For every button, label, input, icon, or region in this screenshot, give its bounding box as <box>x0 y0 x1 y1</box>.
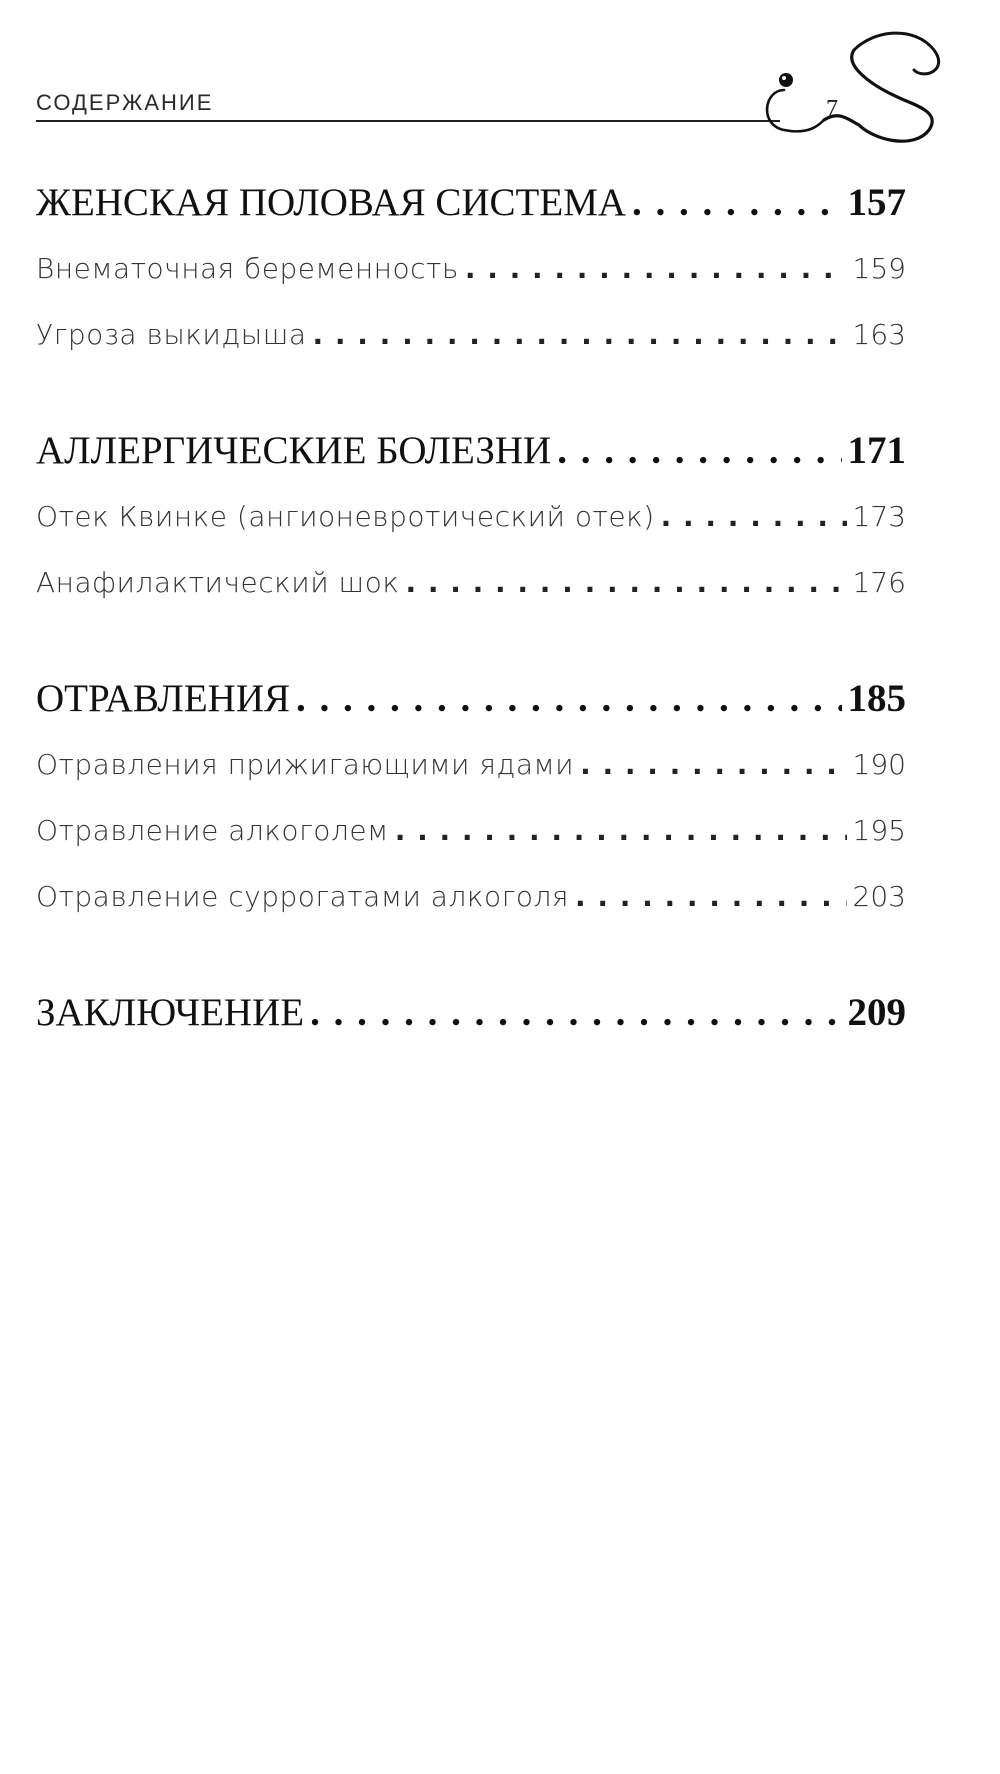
entry-page: 173 <box>852 500 906 533</box>
section-title: ОТРАВЛЕНИЯ <box>36 677 290 720</box>
dot-leader <box>632 180 841 225</box>
section-page: 171 <box>847 429 906 472</box>
entry-page: 163 <box>852 318 906 351</box>
toc-entry[interactable] <box>36 566 906 632</box>
toc-section[interactable] <box>36 428 906 488</box>
toc-entry[interactable] <box>36 252 906 318</box>
dot-leader <box>580 748 846 781</box>
toc-section[interactable] <box>36 180 906 240</box>
entry-title: Отравление суррогатами алкоголя <box>36 880 569 913</box>
toc-section[interactable] <box>36 990 906 1050</box>
toc-group <box>36 990 906 1050</box>
entry-title: Угроза выкидыша <box>36 318 307 351</box>
entry-title: Отек Квинке (ангионевротический отек) <box>36 500 655 533</box>
running-head-title: СОДЕРЖАНИЕ <box>36 90 214 115</box>
toc-group <box>36 428 906 632</box>
page-number: 7 <box>826 96 838 122</box>
dot-leader <box>575 880 847 913</box>
toc-group <box>36 180 906 384</box>
header-rule <box>36 120 780 122</box>
entry-page: 159 <box>852 252 906 285</box>
dot-leader <box>405 566 846 599</box>
entry-title: Анафилактический шок <box>36 566 400 599</box>
entry-page: 190 <box>852 748 906 781</box>
dot-leader <box>313 318 847 351</box>
stethoscope-icon <box>764 30 954 150</box>
toc-entry[interactable] <box>36 500 906 566</box>
toc-entry[interactable] <box>36 814 906 880</box>
table-of-contents <box>36 180 906 1094</box>
toc-entry[interactable] <box>36 880 906 946</box>
section-title: ЗАКЛЮЧЕНИЕ <box>36 991 305 1034</box>
entry-page: 195 <box>852 814 906 847</box>
entry-page: 203 <box>852 880 906 913</box>
dot-leader <box>296 676 842 721</box>
toc-group <box>36 676 906 946</box>
section-page: 185 <box>847 677 906 720</box>
dot-leader <box>310 990 841 1035</box>
page-header <box>36 60 916 130</box>
dot-leader <box>661 500 847 533</box>
toc-section[interactable] <box>36 676 906 736</box>
dot-leader <box>395 814 847 847</box>
section-title: АЛЛЕРГИЧЕСКИЕ БОЛЕЗНИ <box>36 429 552 472</box>
entry-title: Отравление алкоголем <box>36 814 389 847</box>
entry-page: 176 <box>852 566 906 599</box>
section-page: 157 <box>847 181 906 224</box>
toc-entry[interactable] <box>36 318 906 384</box>
section-page: 209 <box>847 991 906 1034</box>
entry-title: Отравления прижигающими ядами <box>36 748 575 781</box>
dot-leader <box>465 252 847 285</box>
section-title: ЖЕНСКАЯ ПОЛОВАЯ СИСТЕМА <box>36 181 627 224</box>
dot-leader <box>557 428 841 473</box>
toc-entry[interactable] <box>36 748 906 814</box>
entry-title: Внематочная беременность <box>36 252 459 285</box>
